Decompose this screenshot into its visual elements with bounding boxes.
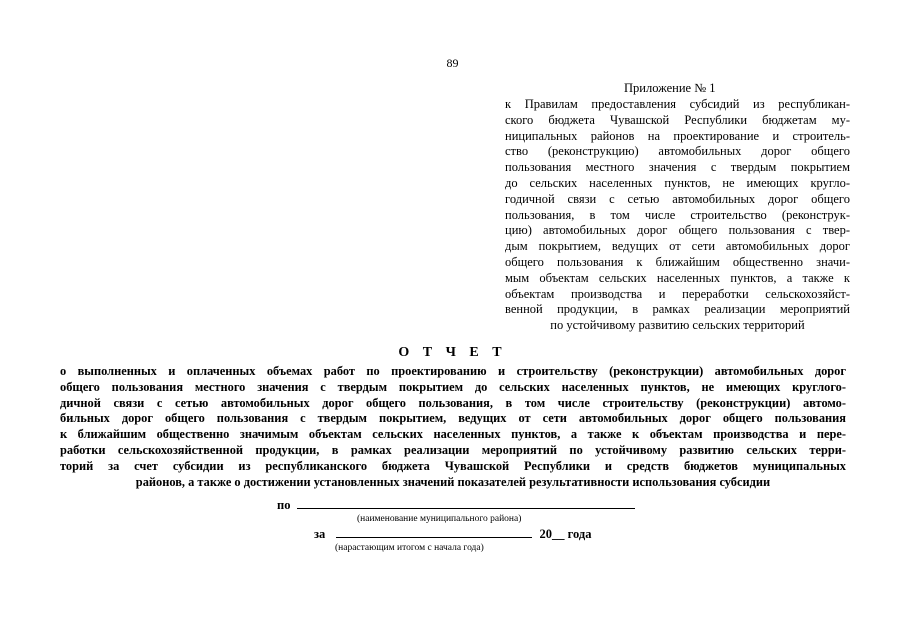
municipality-blank-line (297, 497, 635, 509)
period-caption: (нарастающим итогом с начала года) (335, 543, 484, 553)
appendix-line: общего пользования к ближайшим общественно значи- (505, 254, 850, 269)
appendix-line: объектам производства и переработки сельскохозяйст- (505, 286, 850, 301)
appendix-line: мым объектам сельских населенных пунктов, а также к (505, 270, 850, 285)
report-line: к ближайшим общественно значимым объектам сельских населенных пунктов, а также к объектам производства и пере- (60, 427, 846, 442)
appendix-line: по устойчивому развитию сельских территорий (550, 318, 805, 333)
report-line: торий за счет субсидии из республиканского бюджета Чувашской Республики и средств бюджетов муниципальных (60, 458, 846, 473)
report-line: районов, а также о достижении установленных значений показателей результативности использования субсидии (135, 474, 771, 489)
appendix-line: цию) автомобильных дорог общего пользования с твер- (505, 223, 850, 238)
appendix-line: пользования, в том числе строительство (реконструк- (505, 207, 850, 222)
appendix-line: ство (реконструкцию) автомобильных дорог общего (505, 144, 850, 159)
appendix-line: ского бюджета Чувашской Республики бюджетам му- (505, 112, 850, 127)
period-suffix: 20__ года (539, 527, 592, 541)
report-line: о выполненных и оплаченных объемах работ по проектированию и строительству (реконструкции) автомобильных дорог (60, 364, 846, 378)
period-blank-line (336, 526, 532, 538)
appendix-line: ниципальных районов на проектирование и строитель- (505, 128, 850, 143)
page-number: 89 (446, 56, 459, 70)
report-line: работки сельскохозяйственной продукции, в рамках реализации мероприятий по устойчивому развитию сельских терри- (60, 442, 846, 457)
municipality-prefix: по (277, 498, 291, 512)
appendix-line: до сельских населенных пунктов, не имеющих кругло- (505, 175, 850, 190)
report-line: бильных дорог общего пользования с твердым покрытием, ведущих от сети автомобильных дорог общего пользования (60, 411, 846, 426)
appendix-line: годичной связи с сетью автомобильных дорог общего (505, 191, 850, 206)
period-prefix: за (314, 527, 326, 541)
municipality-field-row (277, 497, 635, 513)
report-line: общего пользования местного значения с твердым покрытием до сельских населенных пунктов, не имеющих круглого- (60, 379, 846, 394)
period-field-row (314, 526, 591, 542)
appendix-text (505, 97, 850, 334)
municipality-caption: (наименование муниципального района) (357, 514, 522, 524)
appendix-line: пользования местного значения с твердым покрытием (505, 160, 850, 175)
appendix-title: Приложение № 1 (624, 81, 716, 95)
appendix-line: к Правилам предоставления субсидий из республикан- (505, 97, 850, 111)
appendix-line: дым покрытием, ведущих от сети автомобильных дорог (505, 239, 850, 254)
appendix-line: венной продукции, в рамках реализации мероприятий (505, 302, 850, 317)
report-title-text (60, 364, 846, 490)
report-heading: О Т Ч Е Т (398, 345, 507, 360)
report-line: дичной связи с сетью автомобильных дорог общего пользования, в том числе строительству (реконструкции) автомо- (60, 395, 846, 410)
